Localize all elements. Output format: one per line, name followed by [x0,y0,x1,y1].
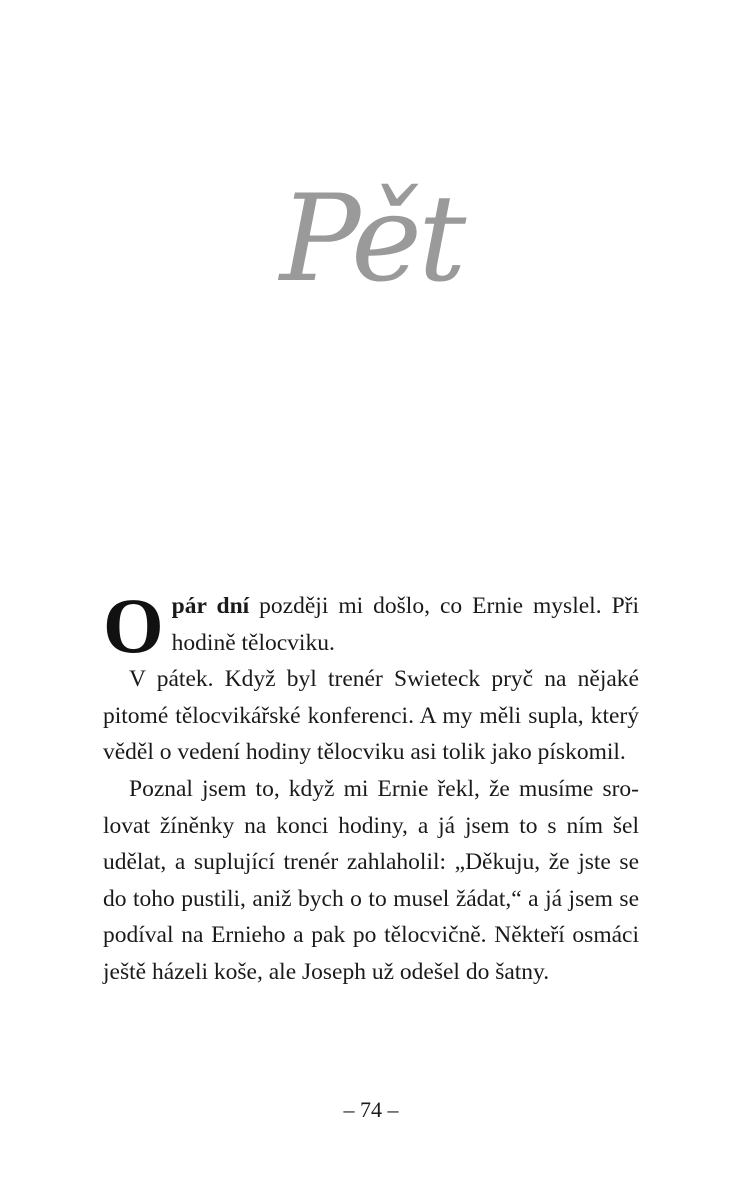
paragraph-3: Poznal jsem to, když mi Ernie řekl, že musíme srolovat žíněnky na konci hodiny, a já jsem to s ním šel udělat, a suplující trenér zahlaholil: „Děkuju, že jste se do toho pustili, aniž bych o to musel žádat,“ a já jsem se podíval na Ernieho a pak po tělocvičně. Někteří osmáci ještě házeli koše, ale Joseph už odešel do šatny. [103,775,639,985]
page-number: – 74 – [343,1097,399,1122]
body-text [103,582,639,991]
chapter-heading [0,170,742,309]
paragraph-2: V pátek. Když byl trenér Swieteck pryč na nějaké pitomé tělocvikářské konferenci. A my měli supla, který věděl o vedení hodiny tělocviku asi tolik jako pískomil. [103,666,639,766]
chapter-title: Pět [279,170,463,309]
drop-cap: O [103,582,164,669]
paragraph-1 [103,582,639,669]
paragraph-1-text: později mi došlo, co Ernie myslel. Při hodině tělocviku. [171,593,639,656]
lead-bold-text: pár dní [171,593,250,619]
